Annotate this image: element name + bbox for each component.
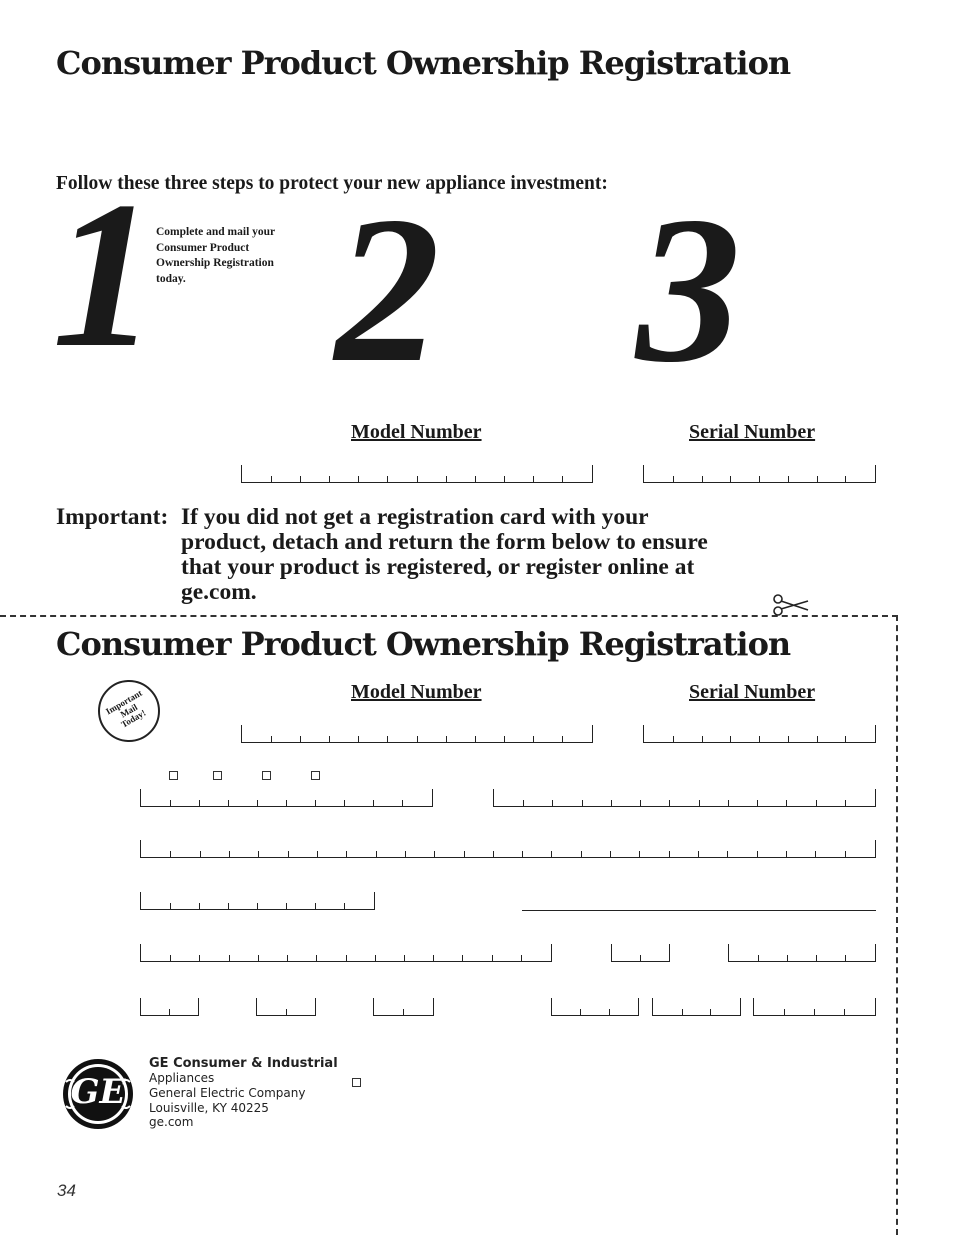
character-separator — [640, 800, 641, 806]
zip-field[interactable] — [728, 944, 876, 962]
character-separator — [784, 1009, 785, 1015]
character-separator — [582, 800, 583, 806]
character-separator — [300, 476, 301, 482]
address-line-3: Louisville, KY 40225 — [149, 1100, 269, 1115]
character-separator — [611, 800, 612, 806]
character-separator — [346, 851, 347, 857]
character-separator — [405, 851, 406, 857]
important-text: If you did not get a registration card with your product, detach and return the form below to ensure that your product is registered, or register online at ge.com. — [181, 504, 708, 605]
character-separator — [258, 955, 259, 961]
character-separator — [228, 903, 229, 909]
character-separator — [817, 476, 818, 482]
character-separator — [375, 955, 376, 961]
character-separator — [551, 851, 552, 857]
page-number: 34 — [57, 1181, 76, 1200]
character-separator — [504, 476, 505, 482]
character-separator — [788, 476, 789, 482]
character-separator — [287, 955, 288, 961]
character-separator — [271, 736, 272, 742]
character-separator — [669, 800, 670, 806]
character-separator — [759, 736, 760, 742]
character-separator — [562, 476, 563, 482]
serial-number-label: Serial Number — [689, 421, 816, 443]
last-name-field[interactable] — [493, 789, 876, 807]
character-separator — [316, 955, 317, 961]
character-separator — [522, 851, 523, 857]
cut-line-vertical — [896, 615, 898, 1235]
character-separator — [286, 903, 287, 909]
company-name: GE Consumer & Industrial — [149, 1056, 338, 1071]
character-separator — [434, 851, 435, 857]
character-separator — [346, 955, 347, 961]
checkbox-3[interactable] — [262, 771, 271, 780]
character-separator — [682, 1009, 683, 1015]
character-separator — [464, 851, 465, 857]
day-field[interactable] — [256, 998, 316, 1016]
company-address — [149, 1056, 338, 1130]
character-separator — [759, 476, 760, 482]
stamp-text: Important Mail Today! — [104, 687, 148, 730]
character-separator — [288, 851, 289, 857]
character-separator — [757, 800, 758, 806]
character-separator — [728, 800, 729, 806]
character-separator — [845, 476, 846, 482]
character-separator — [698, 851, 699, 857]
ge-logo-icon — [62, 1058, 134, 1130]
address-line-4: ge.com — [149, 1115, 194, 1130]
character-separator — [300, 736, 301, 742]
character-separator — [376, 851, 377, 857]
form-model-number-label: Model Number — [351, 681, 482, 703]
character-separator — [199, 800, 200, 806]
character-separator — [317, 851, 318, 857]
character-separator — [271, 476, 272, 482]
apt-field[interactable] — [140, 892, 375, 910]
character-separator — [552, 800, 553, 806]
character-separator — [640, 955, 641, 961]
character-separator — [258, 851, 259, 857]
character-separator — [358, 736, 359, 742]
model-number-label: Model Number — [351, 421, 482, 443]
cut-line-horizontal — [0, 615, 898, 617]
character-separator — [816, 955, 817, 961]
character-separator — [199, 903, 200, 909]
form-serial-number-label: Serial Number — [689, 681, 816, 703]
character-separator — [462, 955, 463, 961]
email-line[interactable] — [522, 910, 876, 911]
character-separator — [228, 800, 229, 806]
character-separator — [344, 800, 345, 806]
step-1-text: Complete and mail your Consumer Product Ownership Registration today. — [156, 226, 275, 285]
address-line-1: Appliances — [149, 1071, 215, 1085]
page-title: Consumer Product Ownership Registration — [56, 44, 791, 82]
character-separator — [533, 736, 534, 742]
model-number-field[interactable] — [241, 465, 593, 483]
character-separator — [403, 1009, 404, 1015]
character-separator — [387, 476, 388, 482]
character-separator — [787, 955, 788, 961]
character-separator — [580, 1009, 581, 1015]
character-separator — [673, 476, 674, 482]
character-separator — [845, 736, 846, 742]
character-separator — [669, 851, 670, 857]
character-separator — [492, 955, 493, 961]
character-separator — [170, 903, 171, 909]
scissors-icon — [772, 593, 810, 619]
character-separator — [417, 476, 418, 482]
character-separator — [257, 903, 258, 909]
character-separator — [730, 476, 731, 482]
phone-number-field[interactable] — [753, 998, 876, 1016]
street-address-field[interactable] — [140, 840, 876, 858]
character-separator — [521, 955, 522, 961]
character-separator — [581, 851, 582, 857]
character-separator — [257, 800, 258, 806]
important-label: Important: — [56, 504, 169, 530]
city-field[interactable] — [140, 944, 552, 962]
character-separator — [329, 476, 330, 482]
character-separator — [562, 736, 563, 742]
character-separator — [315, 903, 316, 909]
character-separator — [493, 851, 494, 857]
character-separator — [817, 736, 818, 742]
character-separator — [757, 851, 758, 857]
character-separator — [402, 800, 403, 806]
character-separator — [699, 800, 700, 806]
character-separator — [433, 955, 434, 961]
character-separator — [504, 736, 505, 742]
character-separator — [373, 800, 374, 806]
checkbox-1[interactable] — [169, 771, 178, 780]
character-separator — [730, 736, 731, 742]
character-separator — [229, 955, 230, 961]
month-field[interactable] — [140, 998, 199, 1016]
character-separator — [786, 800, 787, 806]
character-separator — [702, 476, 703, 482]
checkbox-2[interactable] — [213, 771, 222, 780]
phone-prefix-field[interactable] — [652, 998, 741, 1016]
character-separator — [758, 955, 759, 961]
form-model-number-field[interactable] — [241, 725, 593, 743]
character-separator — [816, 800, 817, 806]
character-separator — [344, 903, 345, 909]
character-separator — [170, 851, 171, 857]
character-separator — [710, 1009, 711, 1015]
optout-checkbox[interactable] — [352, 1078, 361, 1087]
character-separator — [815, 851, 816, 857]
address-line-2: General Electric Company — [149, 1085, 306, 1100]
character-separator — [788, 736, 789, 742]
character-separator — [170, 955, 171, 961]
year-field[interactable] — [373, 998, 434, 1016]
character-separator — [446, 736, 447, 742]
state-field[interactable] — [611, 944, 670, 962]
character-separator — [358, 476, 359, 482]
character-separator — [329, 736, 330, 742]
step-3-number: 3 — [636, 174, 741, 406]
phone-area-code-field[interactable] — [551, 998, 639, 1016]
checkbox-4[interactable] — [311, 771, 320, 780]
character-separator — [533, 476, 534, 482]
character-separator — [286, 800, 287, 806]
character-separator — [475, 476, 476, 482]
character-separator — [387, 736, 388, 742]
character-separator — [639, 851, 640, 857]
step-1-number: 1 — [52, 159, 157, 391]
first-name-field[interactable] — [140, 789, 433, 807]
character-separator — [673, 736, 674, 742]
character-separator — [229, 851, 230, 857]
form-serial-number-field[interactable] — [643, 725, 876, 743]
character-separator — [845, 851, 846, 857]
character-separator — [702, 736, 703, 742]
steps-heading: Follow these three steps to protect your new appliance investment: — [56, 173, 608, 194]
character-separator — [475, 736, 476, 742]
character-separator — [523, 800, 524, 806]
character-separator — [315, 800, 316, 806]
character-separator — [845, 955, 846, 961]
character-separator — [417, 736, 418, 742]
form-title: Consumer Product Ownership Registration — [56, 625, 791, 663]
character-separator — [200, 851, 201, 857]
character-separator — [845, 800, 846, 806]
character-separator — [786, 851, 787, 857]
character-separator — [609, 1009, 610, 1015]
character-separator — [727, 851, 728, 857]
character-separator — [286, 1009, 287, 1015]
character-separator — [610, 851, 611, 857]
character-separator — [404, 955, 405, 961]
character-separator — [169, 1009, 170, 1015]
character-separator — [170, 800, 171, 806]
step-2-number: 2 — [335, 174, 440, 406]
character-separator — [446, 476, 447, 482]
character-separator — [814, 1009, 815, 1015]
ge-logo-text: GE — [70, 1072, 126, 1112]
serial-number-field[interactable] — [643, 465, 876, 483]
character-separator — [199, 955, 200, 961]
character-separator — [844, 1009, 845, 1015]
important-mail-stamp — [98, 680, 160, 742]
